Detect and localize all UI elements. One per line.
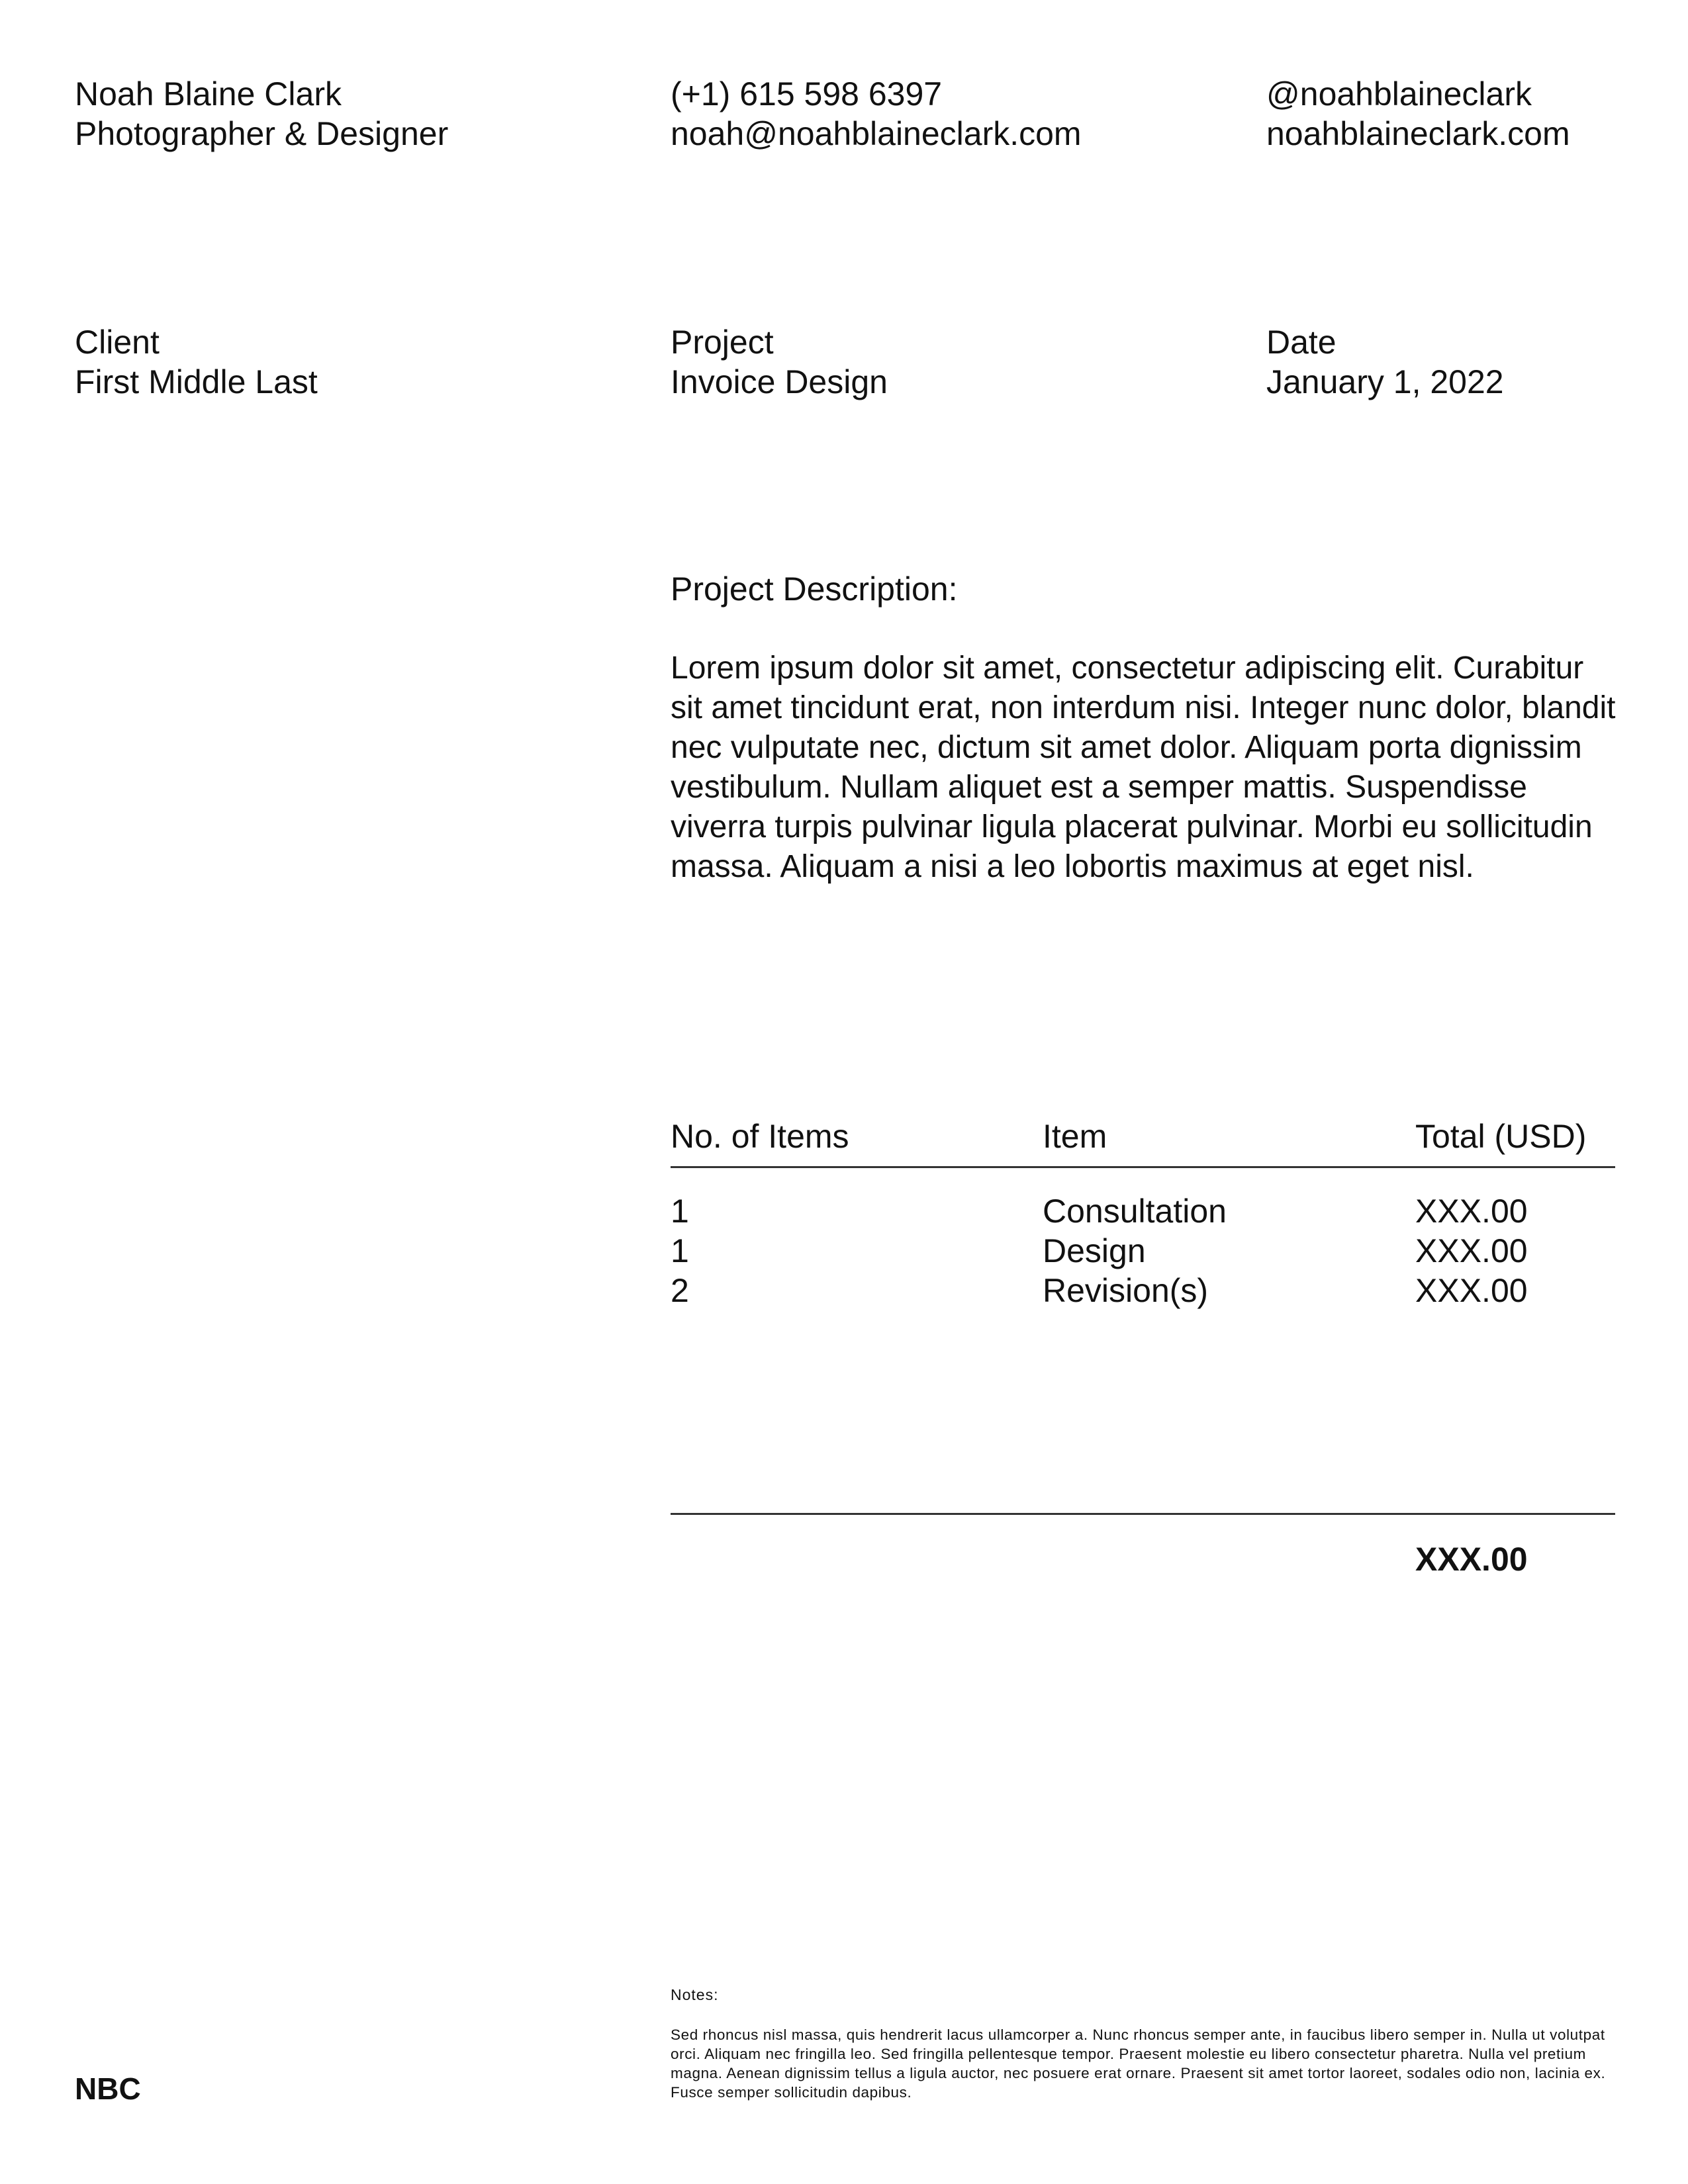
total-divider <box>671 1513 1615 1515</box>
client-block <box>75 322 318 402</box>
table-header-quantity: No. of Items <box>671 1118 849 1155</box>
row-2-quantity: 1 <box>671 1232 689 1269</box>
date-value: January 1, 2022 <box>1266 363 1504 400</box>
row-3-quantity: 2 <box>671 1272 689 1309</box>
project-block <box>671 322 888 402</box>
contact-block <box>671 74 1082 154</box>
description-body: Lorem ipsum dolor sit amet, consectetur adipiscing elit. Curabitur sit amet tincidunt erat, non interdum nisi. Integer nunc dolor, blandit nec vulputate nec, dictum sit amet dolor. Aliquam porta dignissim vestibulum. Nullam aliquet est a semper mattis. Suspendisse viverra turpis pulvinar ligula placerat pulvinar. Morbi eu sollicitudin massa. Aliquam a nisi a leo lobortis maximus at eget nisl. <box>671 651 1616 884</box>
project-value: Invoice Design <box>671 363 888 400</box>
table-header-divider <box>671 1166 1615 1168</box>
client-label: Client <box>75 324 160 361</box>
website-link[interactable]: noahblaineclark.com <box>1266 115 1570 152</box>
date-block <box>1266 322 1504 402</box>
row-3-item: Revision(s) <box>1043 1272 1209 1309</box>
row-2-total: XXX.00 <box>1415 1232 1528 1269</box>
sender-block <box>75 74 448 154</box>
notes-label: Notes: <box>671 1986 719 2003</box>
table-header-item: Item <box>1043 1118 1107 1155</box>
table-column-total <box>1415 1191 1528 1310</box>
row-2-item: Design <box>1043 1232 1146 1269</box>
row-1-item: Consultation <box>1043 1193 1227 1230</box>
client-value: First Middle Last <box>75 363 318 400</box>
notes-body: Sed rhoncus nisl massa, quis hendrerit lacus ullamcorper a. Nunc rhoncus semper ante, in faucibus libero semper in. Nulla ut volutpat orci. Aliquam nec fringilla leo. Sed fringilla pellentesque tempor. Praesent molestie eu libero consectetur pharetra. Nulla vel pretium magna. Aenean dignissim tellus a ligula auctor, nec posuere erat ornare. Praesent sit amet tortor laoreet, sodales odio non, lacinia ex. Fusce semper sollicitudin dapibus. <box>671 2026 1606 2101</box>
table-header-total: Total (USD) <box>1415 1118 1587 1155</box>
table-column-quantity <box>671 1191 689 1310</box>
phone-number[interactable]: (+1) 615 598 6397 <box>671 75 943 113</box>
row-1-quantity: 1 <box>671 1193 689 1230</box>
sender-role: Photographer & Designer <box>75 115 449 152</box>
social-handle[interactable]: @noahblaineclark <box>1266 75 1532 113</box>
brand-logo: NBC <box>75 2071 141 2106</box>
sender-name: Noah Blaine Clark <box>75 75 342 113</box>
social-block <box>1266 74 1570 154</box>
email-address[interactable]: noah@noahblaineclark.com <box>671 115 1082 152</box>
grand-total: XXX.00 <box>1415 1541 1528 1578</box>
table-column-item <box>1043 1191 1227 1310</box>
project-label: Project <box>671 324 774 361</box>
row-3-total: XXX.00 <box>1415 1272 1528 1309</box>
row-1-total: XXX.00 <box>1415 1193 1528 1230</box>
description-label: Project Description: <box>671 570 958 608</box>
date-label: Date <box>1266 324 1336 361</box>
